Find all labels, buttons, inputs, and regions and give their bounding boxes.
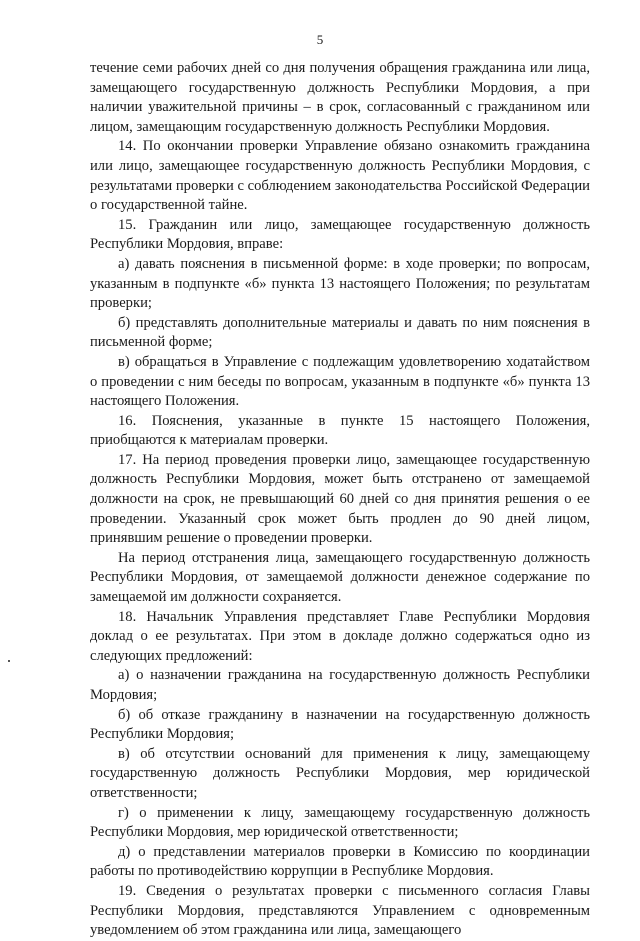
paragraph-item-14: 14. По окончании проверки Управление обязано ознакомить гражданина или лицо, замещающее государственную должность Республики Мордовия, с результатами проверки с соблюдением законодательства Российской Федерации о государственной тайне. — [90, 138, 590, 214]
paragraph-item-18: 18. Начальник Управления представляет Главе Республики Мордовия доклад о ее результатах. При этом в докладе должно содержаться одно из следующих предложений: — [90, 608, 590, 664]
subitem-18-v: в) об отсутствии оснований для применения к лицу, замещающему государственную должность Республики Мордовия, мер юридической ответственности; — [90, 745, 590, 801]
paragraph-item-17-cont: На период отстранения лица, замещающего государственную должность Республики Мордовия, от замещаемой должности денежное содержание по замещаемой им должности сохраняется. — [90, 549, 590, 606]
scan-margin-mark — [8, 660, 10, 662]
subitem-18-d: д) о представлении материалов проверки в Комиссию по координации работы по противодействию коррупции в Республике Мордовия. — [90, 843, 590, 880]
subitem-15-v: в) обращаться в Управление с подлежащим удовлетворению ходатайством о проведении с ним беседы по вопросам, указанным в подпункте «б» пункта 13 настоящего Положения. — [90, 353, 590, 410]
paragraph-continuation: течение семи рабочих дней со дня получения обращения гражданина или лица, замещающего государственную должность Республики Мордовия, а при наличии уважительной причины – в срок, согласованный с гражданином или лицом, замещающим государственную должность Республики Мордовия. — [90, 60, 590, 135]
paragraph-item-15: 15. Гражданин или лицо, замещающее государственную должность Республики Мордовия, вправе: — [90, 216, 590, 253]
subitem-18-g: г) о применении к лицу, замещающему государственную должность Республики Мордовия, мер юридической ответственности; — [90, 804, 590, 841]
page-number: 5 — [316, 32, 324, 47]
paragraph-item-16: 16. Пояснения, указанные в пункте 15 настоящего Положения, приобщаются к материалам проверки. — [90, 412, 590, 449]
subitem-18-b: б) об отказе гражданину в назначении на государственную должность Республики Мордовия; — [90, 706, 590, 743]
subitem-15-a: а) давать пояснения в письменной форме: в ходе проверки; по вопросам, указанным в подпункте «б» пункта 13 настоящего Положения; по результатам проверки; — [90, 255, 590, 312]
document-body — [90, 59, 590, 941]
subitem-18-a: а) о назначении гражданина на государственную должность Республики Мордовия; — [90, 667, 590, 703]
paragraph-item-17: 17. На период проведения проверки лицо, замещающее государственную должность Республики Мордовия, может быть отстранено от замещаемой должности на срок, не превышающий 60 дней со дня принятия решения о ее проведении. Указанный срок может быть продлен до 90 дней лицом, принявшим решение о проведении проверки. — [90, 451, 590, 547]
subitem-15-b: б) представлять дополнительные материалы и давать по ним пояснения в письменной форме; — [90, 314, 590, 351]
paragraph-item-19: 19. Сведения о результатах проверки с письменного согласия Главы Республики Мордовия, представляются Управлением с одновременным уведомлением об этом гражданина или лица, замещающего — [90, 882, 590, 939]
